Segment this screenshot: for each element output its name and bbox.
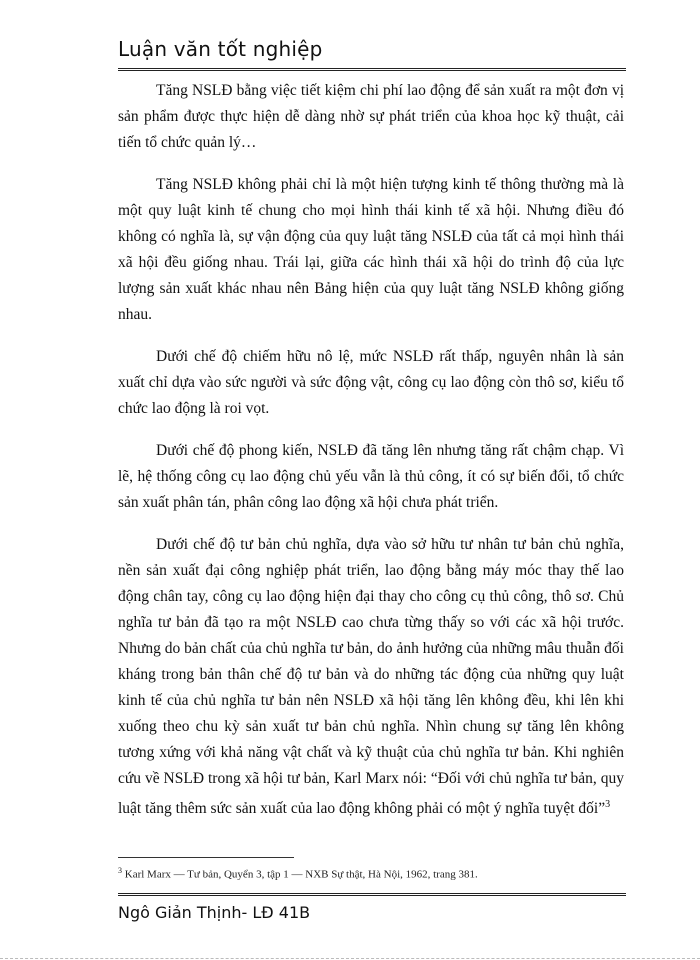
- paragraph-2: Tăng NSLĐ không phải chỉ là một hiện tượng kinh tế thông thường mà là một quy luật kinh tế chung cho mọi hình thái kinh tế xã hội. Nhưng điều đó không có nghĩa là, sự vận động của quy luật tăng NSLĐ của tất cả mọi hình thái xã hội đều giống nhau. Trái lại, giữa các hình thái xã hội do trình độ của lực lượng sản xuất khác nhau nên Bảng hiện của quy luật tăng NSLĐ không giống nhau.: [118, 176, 624, 323]
- header-rule: [118, 68, 626, 71]
- paragraph-4: Dưới chế độ phong kiến, NSLĐ đã tăng lên nhưng tăng rất chậm chạp. Vì lẽ, hệ thống công cụ lao động chủ yếu vẫn là thủ công, ít có sự biến đổi, tổ chức sản xuất phân tán, phân công lao động xã hội chưa phát triển.: [118, 442, 624, 511]
- footer-rule: [118, 893, 626, 896]
- footnote-marker: 3: [118, 866, 122, 875]
- footnote: [118, 866, 624, 881]
- footnote-rule: [118, 857, 294, 858]
- body-text: [118, 78, 624, 838]
- paragraph-1: Tăng NSLĐ bằng việc tiết kiệm chi phí lao động để sản xuất ra một đơn vị sản phẩm được thực hiện dễ dàng nhờ sự phát triển của khoa học kỹ thuật, cải tiến tổ chức quản lý…: [118, 82, 624, 151]
- paragraph-5-text: Dưới chế độ tư bản chủ nghĩa, dựa vào sở hữu tư nhân tư bản chủ nghĩa, nền sản xuất đại công nghiệp phát triển, lao động bằng máy móc thay thế lao động chân tay, công cụ lao động hiện đại thay cho công cụ thủ công, thô sơ. Chủ nghĩa tư bản đã tạo ra một NSLĐ cao chưa từng thấy so với các xã hội trước. Nhưng do bản chất của chủ nghĩa tư bản, do ảnh hưởng của những mâu thuẫn đối kháng trong bản thân chế độ tư bản và do những tác động của những quy luật kinh tế của chủ nghĩa tư bản nên NSLĐ xã hội tăng lên không đều, khi lên khi xuống theo chu kỳ sản xuất tư bản chủ nghĩa. Nhìn chung sự tăng lên không tương xứng với khả năng vật chất và kỹ thuật của chủ nghĩa tư bản. Khi nghiên cứu về NSLĐ trong xã hội tư bản, Karl Marx nói: “Đối với chủ nghĩa tư bản, quy luật tăng thêm sức sản xuất của lao động không phải có một ý nghĩa tuyệt đối”: [118, 536, 624, 818]
- footer-author: Ngô Giản Thịnh- LĐ 41B: [118, 903, 311, 922]
- footnote-reference: 3: [605, 799, 611, 810]
- paragraph-3: Dưới chế độ chiếm hữu nô lệ, mức NSLĐ rất thấp, nguyên nhân là sản xuất chỉ dựa vào sức người và sức động vật, công cụ lao động còn thô sơ, kiểu tổ chức lao động là roi vọt.: [118, 348, 624, 417]
- page-edge: [0, 958, 700, 959]
- header-title: Luận văn tốt nghiệp: [118, 37, 323, 61]
- footnote-text: Karl Marx — Tư bản, Quyển 3, tập 1 — NXB Sự thật, Hà Nội, 1962, trang 381.: [122, 868, 478, 881]
- paragraph-5: [118, 532, 624, 822]
